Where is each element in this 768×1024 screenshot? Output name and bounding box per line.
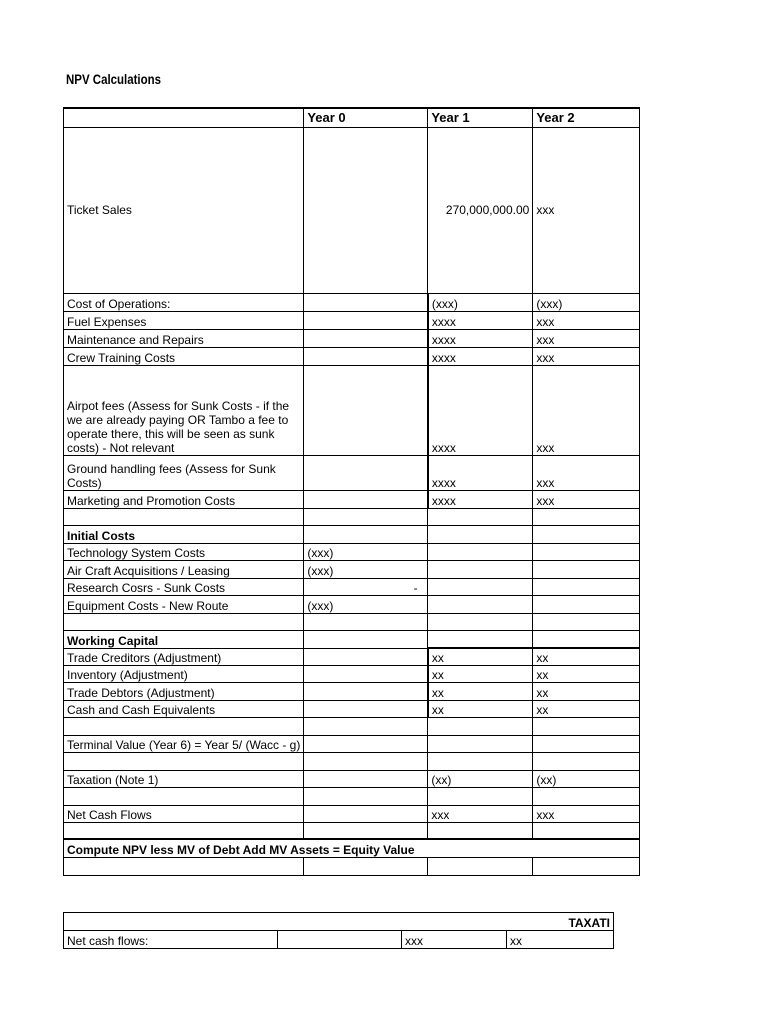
cell xyxy=(304,365,428,455)
cell-creditors-y2: xx xyxy=(533,648,640,665)
cell xyxy=(304,857,428,875)
cell-cash-y1: xx xyxy=(428,700,533,717)
cell xyxy=(533,560,640,578)
cell-creditors-y1: xx xyxy=(428,648,533,665)
compute-npv-label: Compute NPV less MV of Debt Add MV Assets = Equity Value xyxy=(64,839,640,857)
cell xyxy=(304,329,428,347)
cell xyxy=(304,648,428,665)
cell xyxy=(428,543,533,560)
cell-ground-y1: xxxx xyxy=(428,455,533,490)
cell xyxy=(304,735,428,752)
cell-taxation-y2: xx xyxy=(507,931,614,949)
cell xyxy=(533,822,640,839)
cell xyxy=(304,805,428,822)
cell xyxy=(533,613,640,630)
cell-taxation-y1: xxx xyxy=(402,931,507,949)
cell-cash-y2: xx xyxy=(533,700,640,717)
cell xyxy=(304,490,428,508)
cell xyxy=(304,630,428,648)
cell xyxy=(533,508,640,525)
cell xyxy=(304,717,428,735)
cell xyxy=(428,822,533,839)
cell xyxy=(428,752,533,770)
cell xyxy=(64,752,304,770)
header-cell-blank xyxy=(64,108,304,127)
cell-maint-y1: xxxx xyxy=(428,329,533,347)
cell-ticket-y1: 270,000,000.00 xyxy=(428,127,533,293)
taxation-header: TAXATI xyxy=(64,913,614,931)
row-label-technology: Technology System Costs xyxy=(64,543,304,560)
row-label-aircraft: Air Craft Acquisitions / Leasing xyxy=(64,560,304,578)
row-label-taxation: Taxation (Note 1) xyxy=(64,770,304,787)
row-label-terminal-value: Terminal Value (Year 6) = Year 5/ (Wacc - g) xyxy=(64,735,304,752)
row-label-crew: Crew Training Costs xyxy=(64,347,304,365)
cell xyxy=(64,717,304,735)
dash-value: - xyxy=(413,580,418,595)
cell xyxy=(428,630,533,648)
cell-tax-y2: (xx) xyxy=(533,770,640,787)
cell-research-y0 xyxy=(304,578,428,595)
cell xyxy=(304,822,428,839)
cell xyxy=(64,787,304,805)
cell xyxy=(304,613,428,630)
cell xyxy=(533,543,640,560)
cell xyxy=(304,508,428,525)
cell-ncf-y2: xxx xyxy=(533,805,640,822)
cell xyxy=(304,665,428,682)
row-label-cash: Cash and Cash Equivalents xyxy=(64,700,304,717)
cell xyxy=(304,770,428,787)
cell-aircraft-y0: (xxx) xyxy=(304,560,428,578)
cell-crew-y1: xxxx xyxy=(428,347,533,365)
row-label-ground-handling: Ground handling fees (Assess for Sunk Costs) xyxy=(64,455,304,490)
cell xyxy=(304,347,428,365)
cell xyxy=(533,857,640,875)
cell-tech-y0: (xxx) xyxy=(304,543,428,560)
cell xyxy=(533,717,640,735)
cell-tax-y1: (xx) xyxy=(428,770,533,787)
cell-ticket-y2: xxx xyxy=(533,127,640,293)
cell xyxy=(304,682,428,700)
section-working-capital: Working Capital xyxy=(64,630,304,648)
cell-fuel-y2: xxx xyxy=(533,311,640,329)
cell xyxy=(64,613,304,630)
cell xyxy=(428,717,533,735)
header-year-2: Year 2 xyxy=(533,108,640,127)
taxation-table xyxy=(63,912,614,949)
row-label-marketing: Marketing and Promotion Costs xyxy=(64,490,304,508)
cell xyxy=(533,595,640,613)
cell-marketing-y1: xxxx xyxy=(428,490,533,508)
header-year-1: Year 1 xyxy=(428,108,533,127)
cell xyxy=(304,700,428,717)
cell xyxy=(304,787,428,805)
cell-debtors-y1: xx xyxy=(428,682,533,700)
cell xyxy=(428,613,533,630)
cell-inventory-y1: xx xyxy=(428,665,533,682)
cell xyxy=(428,857,533,875)
cell xyxy=(428,508,533,525)
row-label-ticket-sales: Ticket Sales xyxy=(64,127,304,293)
cell xyxy=(304,525,428,543)
cell xyxy=(64,857,304,875)
npv-table xyxy=(63,107,640,876)
section-initial-costs: Initial Costs xyxy=(64,525,304,543)
cell xyxy=(533,735,640,752)
cell xyxy=(304,293,428,311)
cell xyxy=(428,578,533,595)
cell xyxy=(428,735,533,752)
cell-equipment-y0: (xxx) xyxy=(304,595,428,613)
cell-crew-y2: xxx xyxy=(533,347,640,365)
cell xyxy=(64,508,304,525)
cell xyxy=(428,787,533,805)
header-year-0: Year 0 xyxy=(304,108,428,127)
cell xyxy=(428,595,533,613)
row-label-net-cash-flows: Net Cash Flows xyxy=(64,805,304,822)
cell-costops-y2: (xxx) xyxy=(533,293,640,311)
row-label-inventory: Inventory (Adjustment) xyxy=(64,665,304,682)
cell xyxy=(428,525,533,543)
cell xyxy=(304,311,428,329)
row-label-debtors: Trade Debtors (Adjustment) xyxy=(64,682,304,700)
cell-airport-y2: xxx xyxy=(533,365,640,455)
cell-maint-y2: xxx xyxy=(533,329,640,347)
cell-ground-y2: xxx xyxy=(533,455,640,490)
cell-airport-y1: xxxx xyxy=(428,365,533,455)
row-label-net-cash-flows-tax: Net cash flows: xyxy=(64,931,278,949)
row-label-airport-fees: Airpot fees (Assess for Sunk Costs - if the we are already paying OR Tambo a fee to operate there, this will be seen as sunk costs) - Not relevant xyxy=(64,365,304,455)
row-label-research: Research Cosrs - Sunk Costs xyxy=(64,578,304,595)
cell xyxy=(278,931,402,949)
cell-fuel-y1: xxxx xyxy=(428,311,533,329)
row-label-creditors: Trade Creditors (Adjustment) xyxy=(64,648,304,665)
cell xyxy=(64,822,304,839)
row-label-cost-operations: Cost of Operations: xyxy=(64,293,304,311)
cell xyxy=(428,560,533,578)
cell-costops-y1: (xxx) xyxy=(428,293,533,311)
cell xyxy=(533,630,640,648)
cell xyxy=(533,578,640,595)
cell-debtors-y2: xx xyxy=(533,682,640,700)
row-label-equipment: Equipment Costs - New Route xyxy=(64,595,304,613)
row-label-maintenance: Maintenance and Repairs xyxy=(64,329,304,347)
cell-inventory-y2: xx xyxy=(533,665,640,682)
cell-marketing-y2: xxx xyxy=(533,490,640,508)
cell xyxy=(533,752,640,770)
cell xyxy=(533,787,640,805)
row-label-fuel: Fuel Expenses xyxy=(64,311,304,329)
cell-ncf-y1: xxx xyxy=(428,805,533,822)
cell xyxy=(304,455,428,490)
page-title: NPV Calculations xyxy=(66,72,162,87)
cell xyxy=(304,752,428,770)
cell xyxy=(304,127,428,293)
cell xyxy=(533,525,640,543)
